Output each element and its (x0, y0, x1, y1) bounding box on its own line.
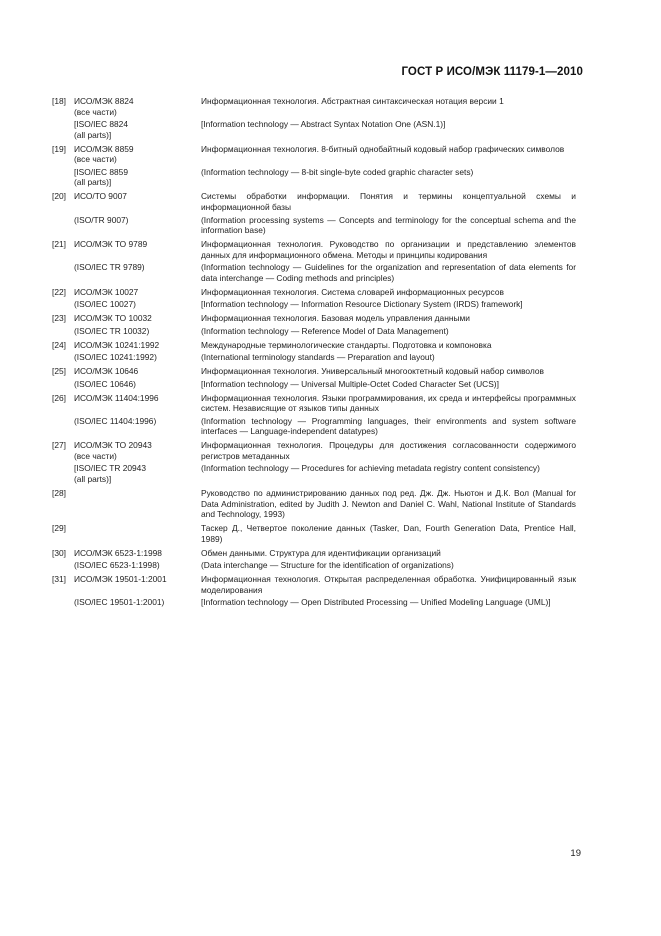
standard-code-line: ИСО/МЭК 6523-1:1998 (74, 547, 162, 558)
reference-row (74, 191, 576, 212)
reference-number: [18] (52, 96, 66, 106)
reference-entry (52, 313, 576, 336)
standard-code (74, 440, 201, 461)
standard-code-line: ИСО/МЭК 10241:1992 (74, 339, 160, 350)
standard-code (74, 488, 201, 520)
reference-row (74, 366, 576, 377)
reference-entry (52, 574, 576, 608)
standard-code-line: (ISO/IEC TR 9789) (74, 262, 145, 273)
standard-code-line: (all parts)] (74, 177, 112, 188)
standard-code (74, 340, 201, 351)
standard-code-line: (ISO/IEC 6523-1:1998) (74, 560, 160, 571)
reference-row (74, 548, 576, 559)
reference-row (74, 574, 576, 595)
standard-title: [Information technology — Information Resource Dictionary System (IRDS) framework] (201, 299, 523, 310)
standard-title: Таскер Д., Четвертое поколение данных (Tasker, Dan, Fourth Generation Data, Prentice Hall, 1989) (201, 523, 576, 544)
standard-title: Информационная технология. Языки программирования, их среда и интерфейсы программных систем. Независящие от языков типы данных (201, 392, 576, 414)
standard-code-line: ИСО/МЭК 8859 (74, 143, 134, 154)
reference-number: [22] (52, 286, 66, 297)
reference-row (74, 326, 576, 337)
standard-code-line: (ISO/IEC 10027) (74, 299, 136, 310)
reference-entry (52, 340, 576, 363)
reference-number: [23] (52, 313, 66, 324)
reference-entry (52, 488, 576, 520)
reference-row (74, 597, 576, 608)
reference-row (74, 299, 576, 310)
standard-code (74, 119, 201, 140)
standard-code (74, 191, 201, 212)
standard-code (74, 326, 201, 337)
reference-row (74, 379, 576, 390)
standard-code-line: (все части) (74, 106, 117, 117)
standard-code (74, 299, 201, 310)
reference-entry (52, 191, 576, 235)
standard-title: (Information processing systems — Concepts and terminology for the conceptual schema and the information base) (201, 214, 576, 236)
standard-code-line: ИСО/МЭК 10646 (74, 366, 139, 377)
reference-entry (52, 366, 576, 389)
standard-title: (Information technology — Guidelines for the organization and representation of data elements for data interchange — Coding methods and principles) (201, 262, 576, 283)
standard-code-line: ИСО/МЭК 8824 (74, 96, 134, 106)
reference-row (74, 287, 576, 298)
standard-code-line: (all parts)] (74, 129, 112, 140)
standard-code (74, 379, 201, 390)
standard-code-line: ИСО/МЭК ТО 10032 (74, 313, 152, 324)
reference-entry (52, 440, 576, 484)
standard-code-line: ИСО/МЭК ТО 20943 (74, 440, 152, 451)
reference-row (74, 488, 576, 520)
reference-row (74, 167, 576, 188)
reference-number: [31] (52, 574, 66, 585)
standard-title: (International terminology standards — Preparation and layout) (201, 352, 435, 363)
standard-code-line: ИСО/МЭК ТО 9789 (74, 239, 148, 250)
standard-title: [Information technology — Open Distributed Processing — Unified Modeling Language (UML)] (201, 597, 551, 608)
standard-code-line: (ISO/TR 9007) (74, 214, 129, 225)
standard-code-line: (ISO/IEC 11404:1996) (74, 415, 157, 426)
standard-code (74, 352, 201, 363)
standard-code (74, 239, 201, 260)
standard-code (74, 215, 201, 236)
standard-code (74, 144, 201, 165)
standard-code-line: (ISO/IEC 19501-1:2001) (74, 597, 165, 608)
standard-code-line: [ISO/IEC TR 20943 (74, 463, 146, 474)
reference-row (74, 560, 576, 571)
standard-code (74, 463, 201, 484)
reference-entry (52, 548, 576, 571)
reference-entry (52, 523, 576, 544)
standard-title: Международные терминологические стандарты. Подготовка и компоновка (201, 339, 492, 350)
standard-code (74, 313, 201, 324)
standard-code (74, 560, 201, 571)
reference-row (74, 416, 576, 437)
reference-number: [20] (52, 191, 66, 202)
reference-entry (52, 96, 576, 140)
standard-code (74, 597, 201, 608)
reference-row (74, 119, 576, 140)
reference-row (74, 523, 576, 544)
reference-entry (52, 393, 576, 437)
standard-code-line: ИСО/МЭК 11404:1996 (74, 392, 159, 403)
standard-title: (Information technology — Procedures for achieving metadata registry content consistency) (201, 463, 540, 474)
reference-number: [27] (52, 440, 66, 451)
standard-code (74, 287, 201, 298)
standard-title: Информационная технология. Базовая модель управления данными (201, 313, 470, 324)
reference-number: [28] (52, 487, 66, 498)
reference-number: [21] (52, 239, 66, 250)
page-number: 19 (570, 848, 581, 859)
reference-number: [30] (52, 547, 66, 558)
standard-code (74, 167, 201, 188)
standard-code-line: [ISO/IEC 8859 (74, 166, 128, 177)
standard-code-line: ИСО/ТО 9007 (74, 191, 127, 202)
reference-row (74, 262, 576, 283)
standard-title: Информационная технология. Открытая распределенная обработка. Унифицированный язык моделирования (201, 574, 576, 595)
standard-code (74, 366, 201, 377)
reference-entry (52, 144, 576, 188)
standard-title: (Data interchange — Structure for the identification of organizations) (201, 560, 454, 571)
standard-title: Информационная технология. Система словарей информационных ресурсов (201, 286, 504, 297)
standard-code (74, 548, 201, 559)
document-header: ГОСТ Р ИСО/МЭК 11179-1—2010 (401, 66, 583, 78)
standard-code (74, 416, 201, 437)
standard-title: (Information technology — Programming languages, their environments and system software interfaces — Language-independent datatypes) (201, 415, 576, 437)
bibliography-list (52, 96, 576, 611)
reference-row (74, 463, 576, 484)
standard-code-line: (все части) (74, 154, 117, 165)
reference-row (74, 144, 576, 165)
standard-code (74, 393, 201, 414)
reference-row (74, 215, 576, 236)
standard-title: Информационная технология. Процедуры для достижения согласованности содержимого регистров метаданных (201, 440, 576, 461)
standard-title: [Information technology — Abstract Syntax Notation One (ASN.1)] (201, 119, 446, 130)
reference-number: [29] (52, 523, 66, 534)
standard-title: Системы обработки информации. Понятия и термины концептуальной схемы и информационной базы (201, 191, 576, 212)
standard-code (74, 523, 201, 544)
standard-title: Руководство по администрированию данных под ред. Дж. Дж. Ньютон и Д.К. Вол (Manual for Data Administration, edited by Judith J. Newton and Daniel C. Wahl, National Institute of Standards and Technology, 1993) (201, 487, 576, 520)
reference-row (74, 440, 576, 461)
standard-title: (Information technology — Reference Model of Data Management) (201, 325, 449, 336)
standard-code-line: (ISO/IEC TR 10032) (74, 325, 150, 336)
standard-title: Информационная технология. Руководство по организации и представлению элементов данных для информационного обмена. Методы и принципы кодирования (201, 239, 576, 260)
reference-row (74, 340, 576, 351)
standard-code (74, 262, 201, 283)
standard-title: [Information technology — Universal Multiple-Octet Coded Character Set (UCS)] (201, 378, 499, 389)
standard-title: (Information technology — 8-bit single-byte coded graphic character sets) (201, 166, 474, 177)
reference-number: [25] (52, 366, 66, 377)
reference-row (74, 352, 576, 363)
standard-code-line: ИСО/МЭК 10027 (74, 286, 139, 297)
standard-title: Обмен данными. Структура для идентификации организаций (201, 547, 441, 558)
reference-row (74, 239, 576, 260)
reference-number: [19] (52, 143, 66, 154)
standard-code (74, 574, 201, 595)
standard-title: Информационная технология. Универсальный многооктетный кодовый набор символов (201, 366, 544, 377)
reference-row (74, 96, 576, 117)
reference-entry (52, 287, 576, 310)
reference-number: [24] (52, 339, 66, 350)
reference-number: [26] (52, 392, 66, 403)
standard-code-line: ИСО/МЭК 19501-1:2001 (74, 574, 167, 585)
standard-code-line: (ISO/IEC 10646) (74, 378, 136, 389)
reference-row (74, 313, 576, 324)
reference-row (74, 393, 576, 414)
standard-code-line: (все части) (74, 450, 117, 461)
standard-code (74, 96, 201, 117)
reference-entry (52, 239, 576, 283)
standard-code-line: (all parts)] (74, 474, 112, 485)
standard-code-line: [ISO/IEC 8824 (74, 119, 128, 130)
standard-title: Информационная технология. 8-битный однобайтный кодовый набор графических символов (201, 143, 565, 154)
standard-code-line: (ISO/IEC 10241:1992) (74, 352, 157, 363)
standard-title: Информационная технология. Абстрактная синтаксическая нотация версии 1 (201, 96, 504, 106)
